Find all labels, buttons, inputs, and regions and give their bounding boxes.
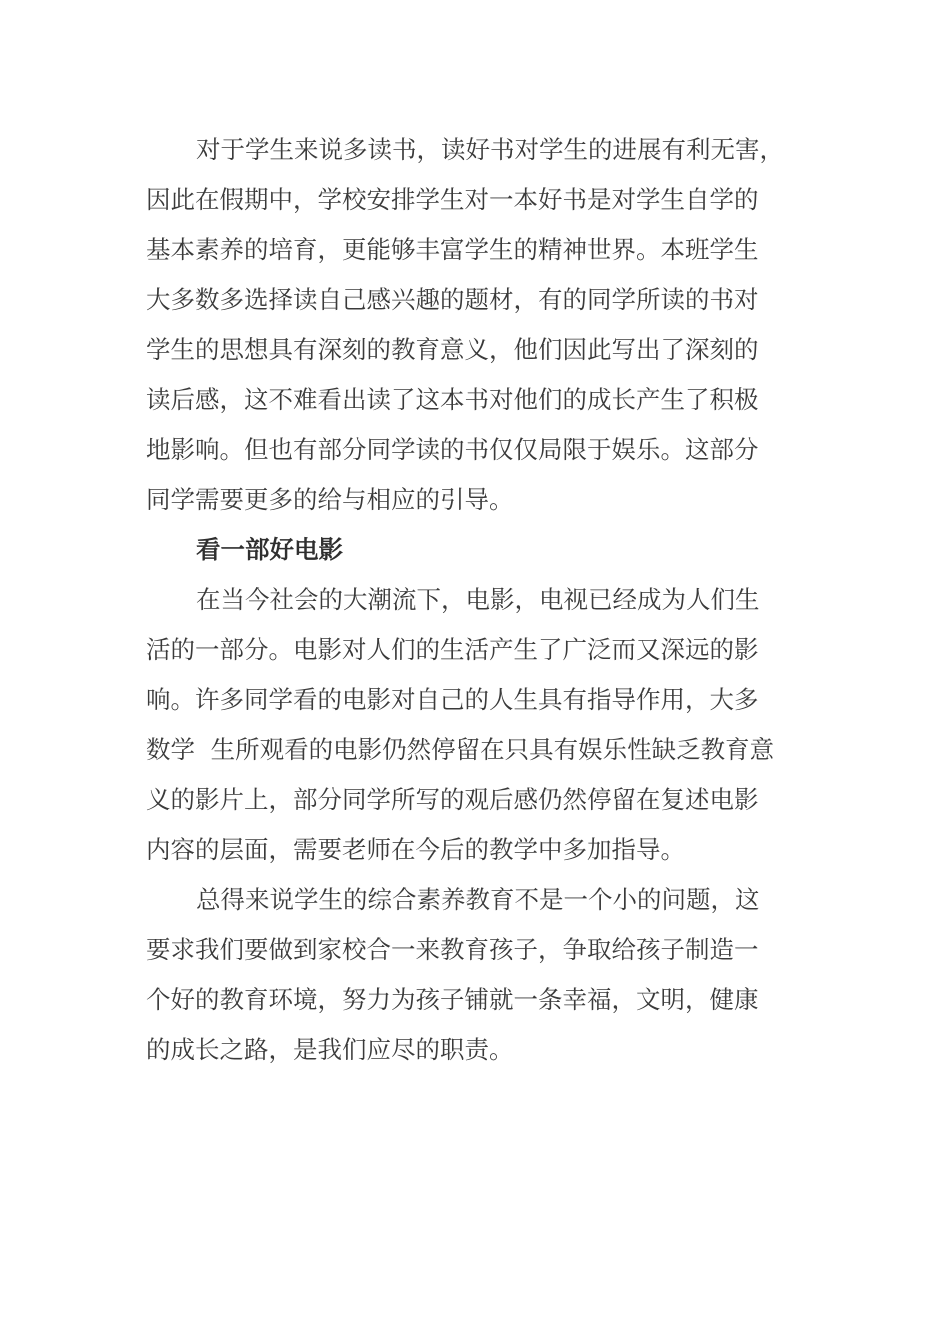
paragraph-line: 要求我们要做到家校合一来教育孩子，争取给孩子制造一 (146, 935, 759, 964)
paragraph-line: 义的影片上，部分同学所写的观后感仍然停留在复述电影 (146, 785, 759, 814)
paragraph-line: 活的一部分。电影对人们的生活产生了广泛而又深远的影 (146, 635, 759, 664)
paragraph-line: 响。许多同学看的电影对自己的人生具有指导作用，大多 (146, 685, 759, 714)
paragraph-line: 同学需要更多的给与相应的引导。 (146, 485, 514, 514)
paragraph-line: 的成长之路，是我们应尽的职责。 (146, 1035, 514, 1064)
paragraph-line: 读后感，这不难看出读了这本书对他们的成长产生了积极 (146, 385, 759, 414)
paragraph-line: 大多数多选择读自己感兴趣的题材，有的同学所读的书对 (146, 285, 759, 314)
paragraph-reading (146, 125, 806, 525)
paragraph-line: 数学 生所观看的电影仍然停留在只具有娱乐性缺乏教育意 (146, 735, 775, 764)
document-body (146, 125, 806, 1075)
paragraph-line: 内容的层面，需要老师在今后的教学中多加指导。 (146, 835, 685, 864)
section-heading: 看一部好电影 (196, 535, 343, 564)
paragraph-line: 总得来说学生的综合素养教育不是一个小的问题，这 (196, 885, 760, 914)
paragraph-line: 基本素养的培育，更能够丰富学生的精神世界。本班学生 (146, 235, 759, 264)
paragraph-conclusion (146, 875, 806, 1075)
paragraph-line: 在当今社会的大潮流下，电影，电视已经成为人们生 (196, 585, 760, 614)
paragraph-line: 对于学生来说多读书，读好书对学生的进展有利无害， (196, 135, 784, 164)
paragraph-movie (146, 575, 806, 875)
paragraph-line: 因此在假期中，学校安排学生对一本好书是对学生自学的 (146, 185, 759, 214)
paragraph-line: 个好的教育环境，努力为孩子铺就一条幸福，文明，健康 (146, 985, 759, 1014)
paragraph-line: 学生的思想具有深刻的教育意义，他们因此写出了深刻的 (146, 335, 759, 364)
paragraph-line: 地影响。但也有部分同学读的书仅仅局限于娱乐。这部分 (146, 435, 759, 464)
